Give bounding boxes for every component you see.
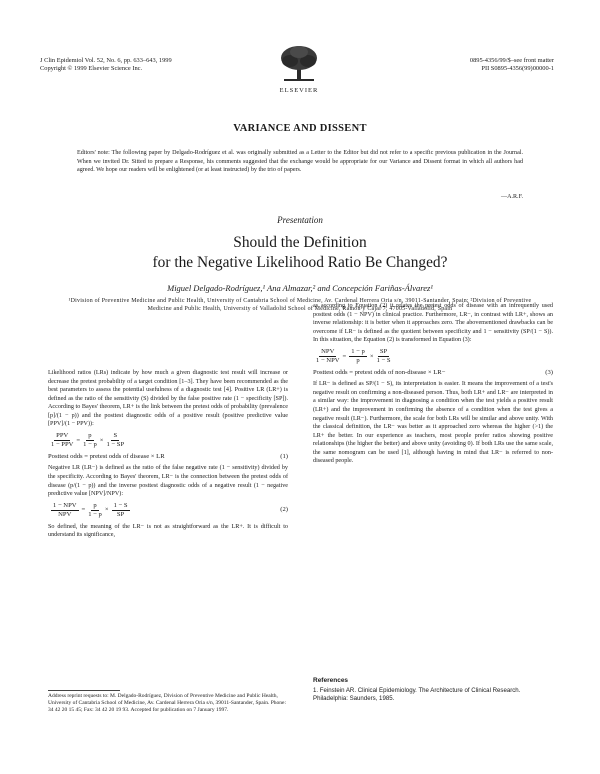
fraction — [112, 502, 130, 520]
numerator: SP — [378, 348, 389, 358]
publisher-logo — [268, 44, 330, 94]
footnote-divider — [48, 690, 120, 691]
denominator: 1 − SP — [106, 441, 125, 449]
equation-2 — [48, 502, 288, 520]
journal-line-1: J Clin Epidemiol Vol. 52, No. 6, pp. 633–643, 1999 — [40, 57, 172, 64]
fraction — [88, 502, 102, 520]
section-title: VARIANCE AND DISSENT — [233, 123, 367, 134]
numerator: 1 − S — [112, 502, 130, 512]
equals-sign: = — [81, 506, 86, 514]
journal-line-2: Copyright © 1999 Elsevier Science Inc. — [40, 65, 143, 72]
references-heading: References — [313, 677, 349, 684]
numerator: 1 − p — [349, 348, 367, 358]
paragraph: So defined, the meaning of the LR− is not as straightforward as the LR+. It is difficult to understand its significance, — [48, 523, 288, 539]
presentation-label: Presentation — [277, 215, 323, 225]
elsevier-tree-icon — [276, 44, 322, 84]
denominator: 1 − NPV — [316, 357, 340, 365]
authors: Miguel Delgado-Rodríguez,¹ Ana Almazar,² and Concepción Fariñas-Álvarez¹ — [167, 283, 433, 293]
numerator: p — [91, 502, 98, 512]
equation-number: (2) — [280, 506, 288, 514]
numerator: NPV — [319, 348, 336, 358]
publisher-name: ELSEVIER — [279, 87, 319, 94]
left-column — [48, 369, 288, 540]
equation-3 — [313, 348, 553, 366]
equation-caption: Posttest odds = pretest odds of non-disease × LR− — [313, 368, 446, 376]
equals-sign: = — [76, 436, 81, 444]
equation-number: (3) — [545, 368, 553, 376]
paragraph: Likelihood ratios (LRs) indicate by how much a given diagnostic test result will increase or decrease the pretest probability of a target condition [1–3]. They have been recommended as the best parameters to assess the potential usefulness of a diagnostic test [4]. Positive LR (LR+) is defined as the ratio of the sensitivity (S) divided by the false positive rate (1 − specificity [SP]). According to Bayes' theorem, LR+ is the link between the pretest odds of probability (prevalence [p]/(1 − p)) and the posttest diagnostic odds of a positive result (positive predictive value [PPV]/(1 − PPV)): — [48, 370, 288, 428]
times-sign: × — [99, 436, 104, 444]
paragraph: If LR− is defined as SP/(1 − S), its interpretation is easier. It means the improvement of a test's negative result on confirming a non-diseased person. Thus, both LR+ and LR− are interpreted in a similar way: the improvement in diagnosing a condition when the test yields a positive result (LR+) and the improvement in confirming the absence of a condition when the test gives a negative result (LR−). Furthermore, the scale for both LRs will be similar and above unity. With the classical definition, the LR− was better as it approached zero whereas the higher (>1) the LR+ the better. In our experience as teachers, most people prefer ratios showing positive relationships (the higher the better) and above unity (avoiding 0). If both LRs use the same scale, the same nomogram can be used [1], although having in mind that LR− is referred to non-diseased people. — [313, 381, 553, 465]
paragraph: as according to Equation (2) it relates the pretest odds of disease with an infrequently used posttest odds (1 − NPV) in clinical practice. Furthermore, LR−, in contrast with LR+, shows an inverse relationship: it is better when it approaches zero. The abovementioned drawbacks can be overcome if LR− is defined as the quotient between specificity and 1 − sensitivity (SP/(1 − S)). In this situation, the Equation (2) is transformed in Equation (3): — [313, 303, 553, 344]
equation-1-caption-row — [48, 453, 288, 462]
equation-1 — [48, 432, 288, 450]
article-title — [0, 233, 600, 272]
numerator: PPV — [54, 432, 70, 442]
fraction — [349, 348, 367, 366]
numerator: p — [86, 432, 93, 442]
paragraph: Negative LR (LR−) is defined as the ratio of the false negative rate (1 − sensitivity) divided by the specificity. According to Bayes' theorem, LR− is the connection between the pretest odds of disease (p/(1 − p)) and the inverse posttest diagnostic odds of a negative result (1 − negative predictive value [NPV]/NPV): — [48, 465, 288, 498]
fraction — [83, 432, 97, 450]
issn-line-1: 0895-4356/99/$–see front matter — [469, 57, 554, 64]
footnotes: Address reprint requests to: M. Delgado-Rodríguez, Division of Preventive Medicine and Public Health, University of Cantabria School of Medicine, Av. Cardenal Herrera Oria s/n, 39011-Santander, Spain. Phone: 34 42 20 15 45; Fax: 34 42 20 19 93. Accepted for publication on 7 January 1997. — [48, 693, 287, 713]
denominator: NPV — [58, 511, 72, 519]
right-column — [313, 302, 553, 466]
equals-sign: = — [342, 352, 347, 360]
editors-signature: —A.R.F. — [500, 194, 523, 200]
denominator: 1 − PPV — [51, 441, 74, 449]
fraction — [51, 502, 79, 520]
reference-item: 1. Feinstein AR. Clinical Epidemiology. The Architecture of Clinical Research. Philadelphia: Saunders, 1985. — [313, 687, 521, 702]
denominator: 1 − S — [376, 357, 391, 365]
equation-number: (1) — [280, 452, 288, 460]
fraction — [316, 348, 340, 366]
denominator: 1 − p — [88, 511, 102, 519]
denominator: p — [356, 357, 360, 365]
article-title-line-1: Should the Definition — [233, 234, 367, 251]
equation-caption: Posttest odds = pretest odds of disease × LR — [48, 452, 165, 460]
denominator: 1 − p — [83, 441, 97, 449]
fraction — [51, 432, 73, 450]
editors-note: Editors' note: The following paper by Delgado-Rodríguez et al. was originally submitted as a Letter to the Editor but did not refer to a specific previous publication in the Journal. When we invited Dr. Sitted to prepare a Response, his comments suggested that the exchange would be appropriate for our Variance and Dissent format in which all authors had agreed. We hope our readers will be enlightened (or at least instructed) by the trio of papers. — [77, 150, 523, 174]
journal-citation — [40, 57, 172, 73]
equation-3-caption-row — [313, 369, 553, 378]
references-list — [313, 687, 553, 703]
affiliations: ¹Division of Preventive Medicine and Public Health, University of Cantabria School of Medicine, Av. Cardenal Herrera Oria s/n, 39011-Santander, Spain; ²Division of Preventive Medicine and Public Health, University of Valladolid School of Medicine, Ramón y Cajal 7, 47005-Valladolid, Spain — [68, 298, 532, 313]
article-title-line-2: for the Negative Likelihood Ratio Be Changed? — [152, 253, 448, 271]
numerator: S — [111, 432, 119, 442]
denominator: SP — [116, 511, 125, 519]
issn-block — [470, 57, 554, 73]
times-sign: × — [369, 352, 374, 360]
fraction — [377, 348, 391, 366]
issn-line-2: PII S0895-4356(99)00000-1 — [481, 65, 554, 72]
numerator: 1 − NPV — [51, 502, 79, 512]
fraction — [106, 432, 124, 450]
times-sign: × — [104, 506, 109, 514]
